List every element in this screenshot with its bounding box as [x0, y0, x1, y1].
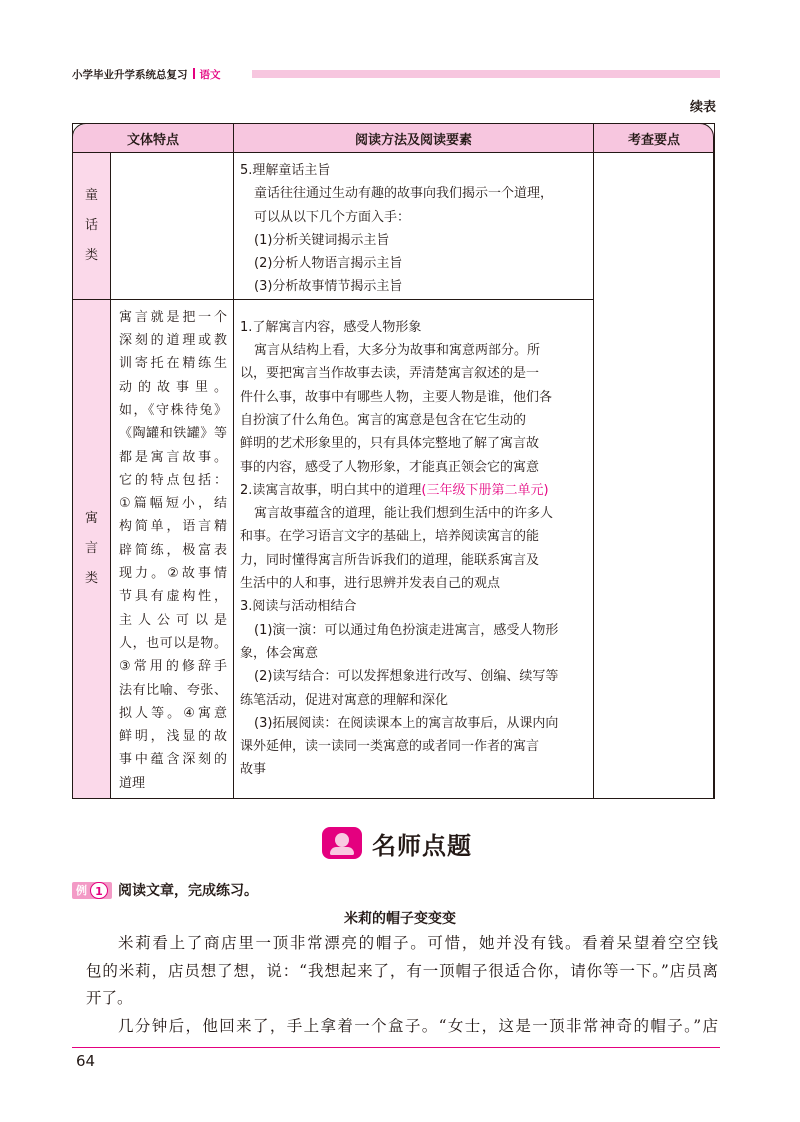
method-text: 练笔活动，促进对寓意的理解和深化 [240, 692, 449, 708]
feature-line: 法有比喻、夸张、 [119, 682, 228, 698]
method-text: (2)读写结合：可以发挥想象进行改写、创编、续写等 [254, 669, 559, 685]
method-text: 象，体会寓意 [240, 645, 319, 661]
method-line [240, 316, 589, 339]
method-line [240, 362, 589, 385]
feature-line: 《陶罐和铁罐》等 [119, 426, 228, 442]
method-line [240, 758, 589, 781]
method-text: 件什么事，故事中有哪些人物，主要人物是谁，他们各 [240, 389, 553, 405]
method-line [240, 409, 589, 432]
method-line [240, 642, 589, 665]
running-header [72, 66, 720, 84]
header-decor-bar [252, 70, 720, 78]
method-text: (1)分析关键词揭示主旨 [254, 232, 390, 248]
method-text: 以，要把寓言当作故事去读，弄清楚寓言叙述的是一 [240, 366, 540, 382]
story-line: 包的米莉，店员想了想，说：“我想起来了，有一顶帽子很适合你，请你等一下。”店员离 [86, 961, 718, 980]
method-line [240, 456, 589, 479]
feature-line: 人，也可以是物。 [119, 635, 228, 651]
method-text: 课外延伸，读一读同一类寓意的或者同一作者的寓言 [240, 739, 540, 755]
method-line [240, 479, 589, 502]
method-line [240, 206, 589, 229]
feature-line: 训寄托在精练生 [119, 356, 228, 372]
method-text: 可以从以下几个方面入手： [254, 209, 411, 225]
subject-label: 语文 [199, 69, 221, 81]
method-text: (2)分析人物语言揭示主旨 [254, 256, 403, 272]
story-line: 开了。 [86, 989, 133, 1007]
feature-line: 现力。②故事情 [119, 566, 228, 582]
method-text: 3.阅读与活动相结合 [240, 599, 357, 615]
continued-label: 续表 [689, 100, 716, 115]
feature-line: 动的故事里。 [119, 379, 228, 395]
feature-line: 如，《守株待兔》 [119, 402, 228, 418]
feature-line: 鲜明，浅显的故 [119, 729, 228, 745]
method-text: (1)演一演：可以通过角色扮演走进寓言，感受人物形 [254, 622, 559, 638]
header-text [72, 67, 221, 82]
book-title: 小学毕业升学系统总复习 [72, 69, 188, 81]
feature-line: 辟简练，极富表 [119, 542, 228, 558]
story-line: 几分钟后，他回来了，手上拿着一个盒子。“女士，这是一顶非常神奇的帽子。”店 [118, 1016, 718, 1035]
example-number: 1 [90, 882, 108, 899]
method-line [240, 159, 589, 182]
method-line [240, 182, 589, 205]
methods-cell [234, 299, 594, 798]
feature-line: 主人公可以是 [119, 612, 228, 628]
feature-line: 拟人等。④寓意 [119, 705, 228, 721]
method-text: 故事 [240, 762, 267, 778]
feature-line: 它的特点包括： [119, 472, 228, 488]
header-key-points: 考查要点 [594, 124, 715, 153]
method-text: 寓言从结构上看，大多分为故事和寓意两部分。所 [254, 343, 541, 359]
method-line [240, 275, 589, 298]
table-header-row [73, 124, 715, 153]
method-text: 鲜明的艺术形象里的，只有具体完整地了解了寓言故 [240, 436, 540, 452]
method-line [240, 735, 589, 758]
story-title: 米莉的帽子变变变 [344, 911, 456, 927]
method-line [240, 502, 589, 525]
feature-line: 都是寓言故事。 [119, 449, 228, 465]
method-text: (3)拓展阅读：在阅读课本上的寓言故事后，从课内向 [254, 715, 559, 731]
method-line [240, 619, 589, 642]
method-text: (3)分析故事情节揭示主旨 [254, 279, 403, 295]
method-text: 力，同时懂得寓言所告诉我们的道理，能联系寓言及 [240, 552, 540, 568]
header-methods: 阅读方法及阅读要素 [234, 124, 594, 153]
example-badge [72, 882, 112, 899]
method-text: 和事。在学习语言文字的基础上，培养阅读寓言的能 [240, 529, 540, 545]
method-line [240, 432, 589, 455]
teacher-icon [322, 827, 362, 859]
method-text: 童话往往通过生动有趣的故事向我们揭示一个道理， [254, 186, 554, 202]
page-number: 64 [76, 1052, 96, 1070]
method-text: 生活中的人和事，进行思辨并发表自己的观点 [240, 576, 501, 592]
features-cell [111, 153, 234, 300]
method-line [240, 386, 589, 409]
method-line [240, 665, 589, 688]
feature-line: 道理 [119, 775, 146, 791]
example-badge-label: 例 [76, 884, 87, 897]
header-features: 文体特点 [73, 124, 234, 153]
category-cell [73, 299, 111, 798]
feature-line: 寓言就是把一个 [119, 309, 228, 325]
features-cell [111, 299, 234, 798]
method-text: 自扮演了什么角色。寓言的寓意是包含在它生动的 [240, 412, 527, 428]
example-heading [72, 880, 258, 900]
table-row [73, 153, 715, 300]
method-text: 1.了解寓言内容，感受人物形象 [240, 319, 422, 335]
method-text: 2.读寓言故事，明白其中的道理 [240, 482, 422, 498]
feature-line: 节具有虚构性， [119, 589, 228, 605]
method-line [240, 339, 589, 362]
method-line [240, 549, 589, 572]
story-text [86, 930, 718, 1040]
methods-cell [234, 153, 594, 300]
reading-method-table [72, 123, 714, 799]
section-heading [322, 826, 472, 860]
unit-reference: (三年级下册第二单元) [421, 482, 549, 498]
method-line [240, 572, 589, 595]
feature-line: 构简单，语言精 [119, 519, 228, 535]
method-line [240, 252, 589, 275]
method-text: 5.理解童话主旨 [240, 163, 331, 178]
key-points-cell [594, 153, 715, 799]
category-cell [73, 153, 111, 300]
method-line [240, 525, 589, 548]
category-label: 童话类 [84, 187, 98, 263]
example-instruction: 阅读文章，完成练习。 [118, 883, 258, 899]
category-label: 寓言类 [84, 510, 98, 586]
feature-line: 深刻的道理或教 [119, 333, 228, 349]
feature-line: ①篇幅短小，结 [119, 496, 228, 512]
method-text: 事的内容，感受了人物形象，才能真正领会它的寓意 [240, 459, 540, 475]
method-line [240, 689, 589, 712]
footer-divider [72, 1047, 720, 1048]
method-line [240, 712, 589, 735]
feature-line: ③常用的修辞手 [119, 659, 228, 675]
header-divider [193, 68, 195, 79]
section-title: 名师点题 [372, 831, 472, 860]
feature-line: 事中蕴含深刻的 [119, 752, 228, 768]
method-text: 寓言故事蕴含的道理，能让我们想到生活中的许多人 [254, 506, 554, 522]
story-line: 米莉看上了商店里一顶非常漂亮的帽子。可惜，她并没有钱。看着呆望着空空钱 [118, 934, 718, 952]
method-line [240, 595, 589, 618]
method-line [240, 229, 589, 252]
